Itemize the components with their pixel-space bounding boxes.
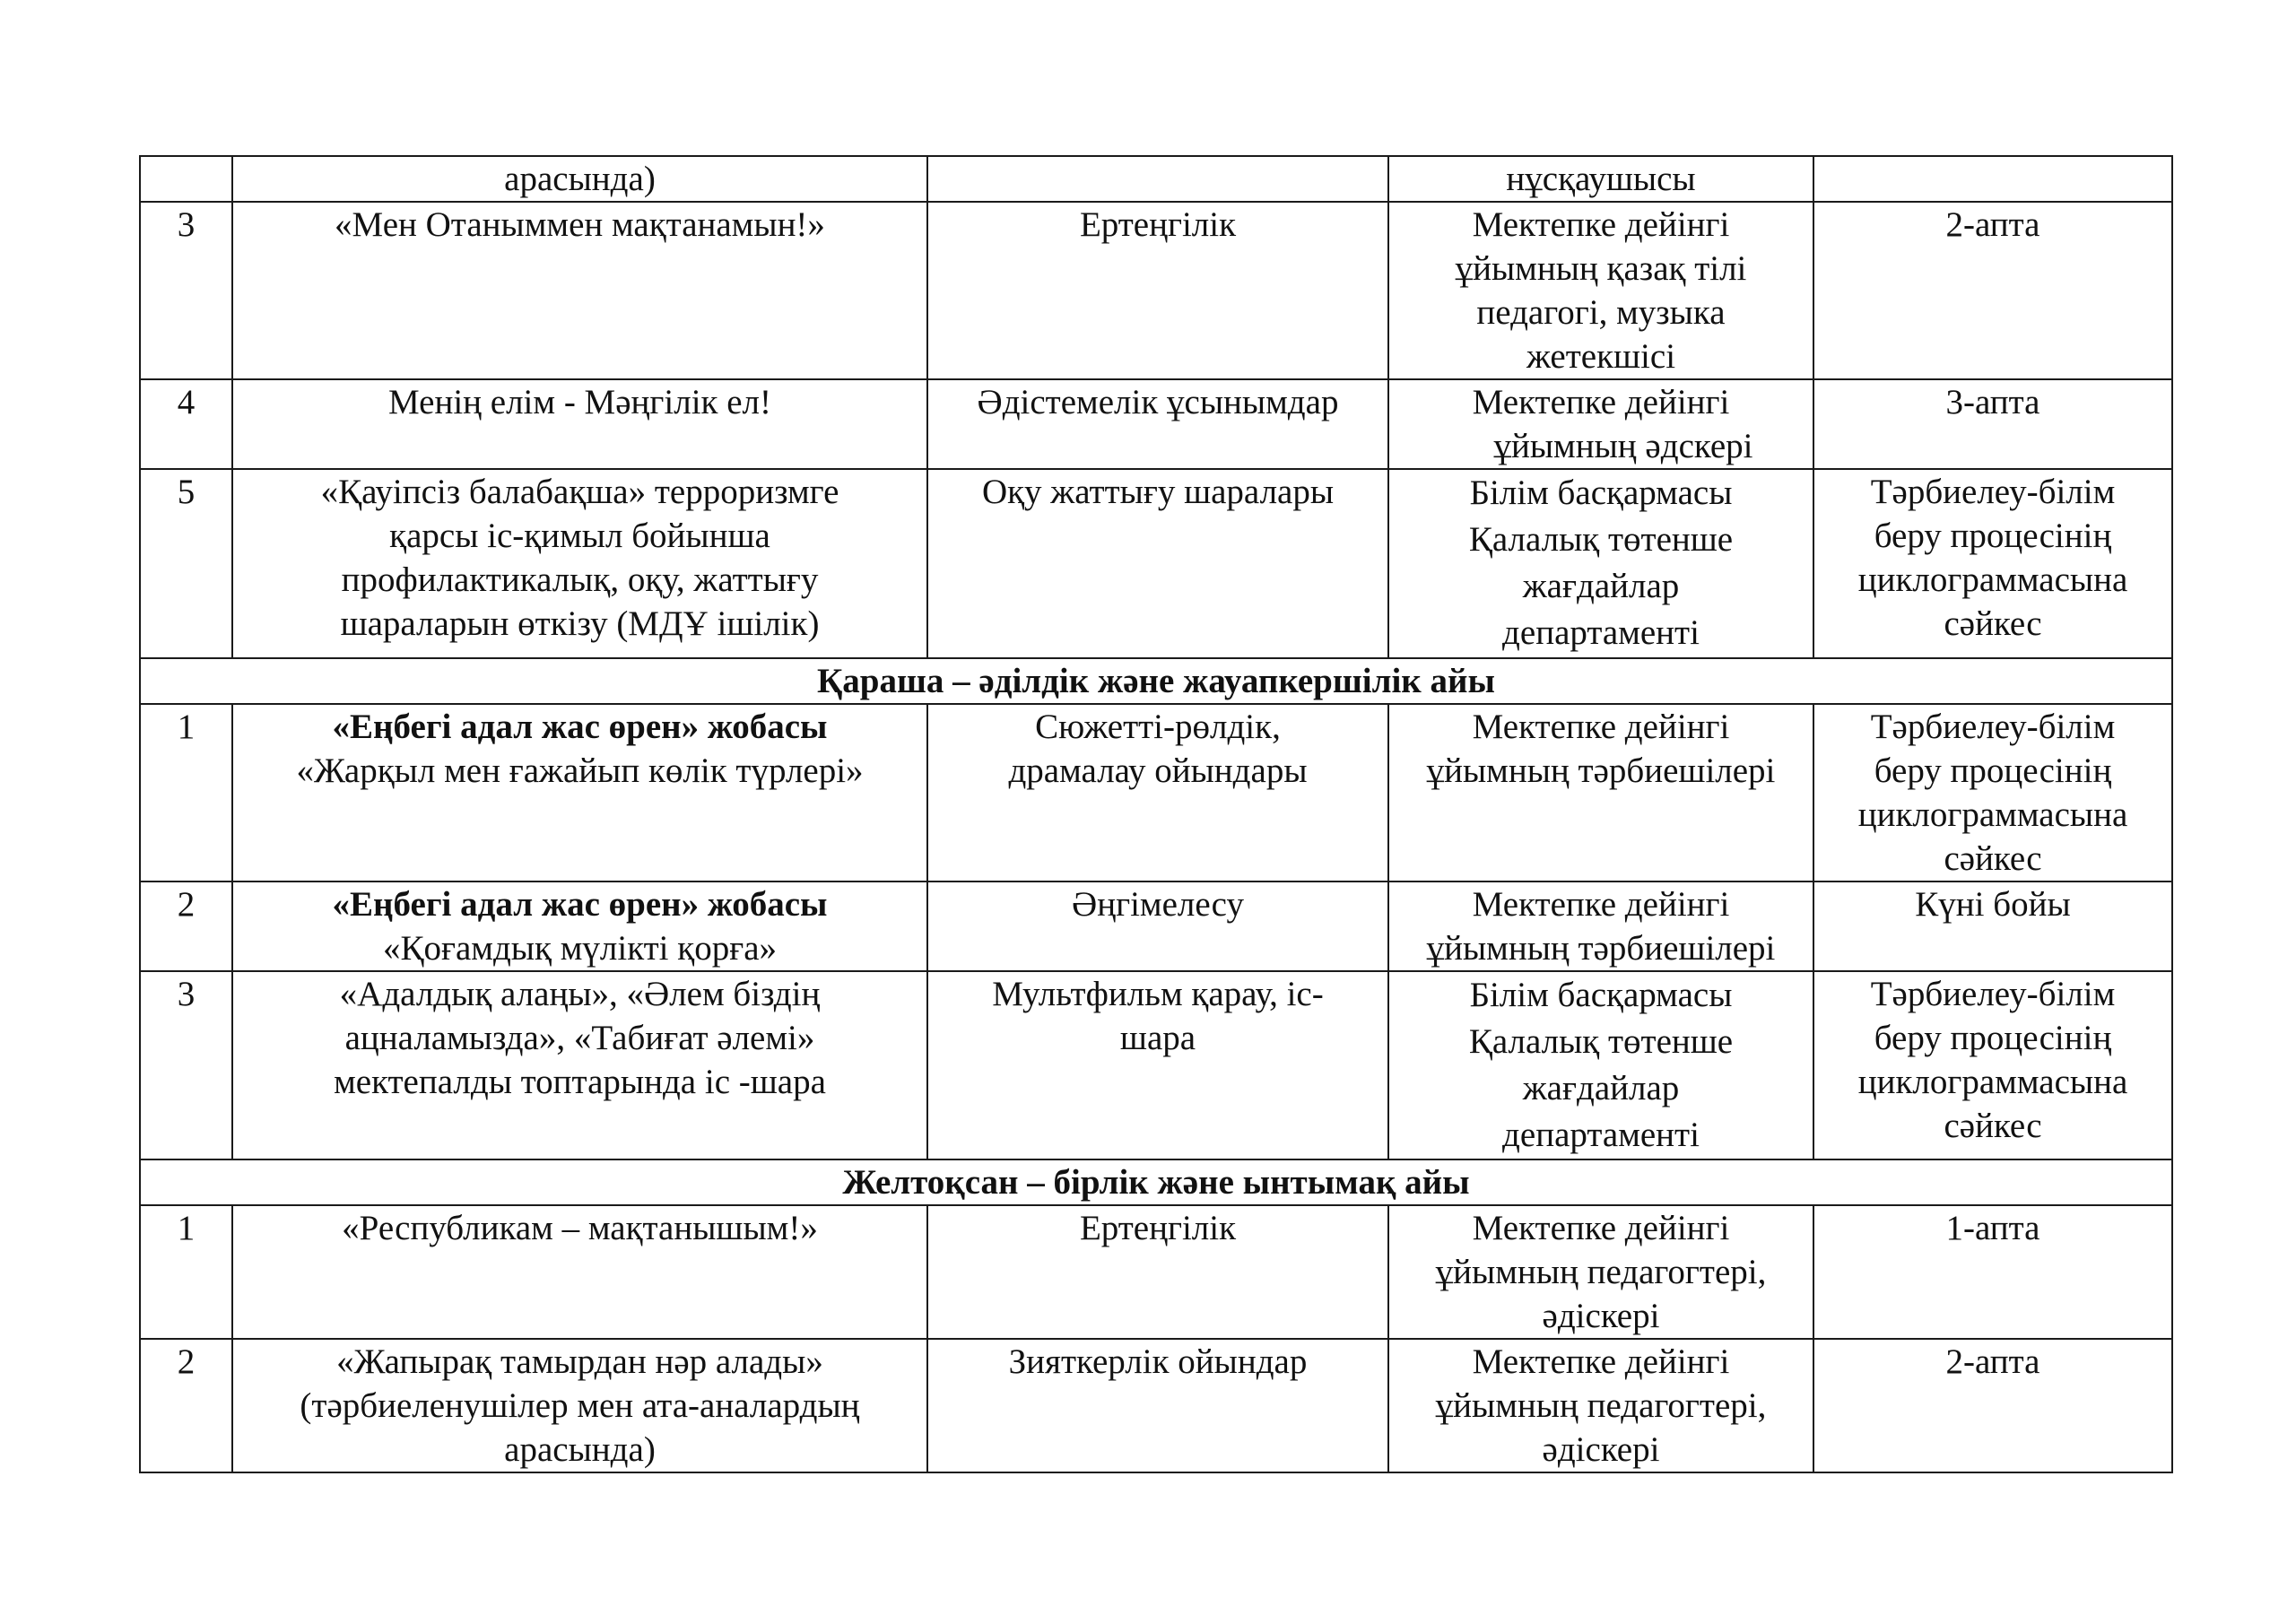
cell-deadline [1813, 1339, 2172, 1472]
table-row [140, 881, 2172, 971]
cell-form [927, 202, 1388, 379]
cell-text: сәйкес [1944, 604, 2042, 643]
cell-responsible [1388, 379, 1813, 469]
cell-event [232, 971, 927, 1159]
cell-responsible [1388, 469, 1813, 658]
cell-event [232, 156, 927, 202]
cell-text: шараларын өткізу (МДҰ ішілік) [340, 604, 820, 643]
cell-text: сәйкес [1944, 1107, 2042, 1145]
cell-text: Оқу жаттығу шаралары [981, 473, 1335, 511]
cell-text: 2-апта [1945, 205, 2040, 244]
cell-text: Қалалық төтенше [1468, 520, 1734, 559]
cell-text: сәйкес [1944, 839, 2042, 878]
cell-form [927, 379, 1388, 469]
cell-text: Қалалық төтенше [1468, 1022, 1734, 1061]
cell-text: ацналамызда», «Табиғат әлемі» [344, 1019, 815, 1057]
cell-responsible [1388, 202, 1813, 379]
cell-text: Менің елім - Мәңгілік ел! [387, 383, 772, 421]
cell-text: ұйымның педагогтері, [1435, 1386, 1767, 1425]
table-row [140, 1339, 2172, 1472]
cell-text: Мектепке дейінгі [1472, 708, 1730, 746]
cell-text: Мектепке дейінгі [1472, 885, 1730, 924]
cell-num: 1 [140, 1205, 232, 1339]
cell-event [232, 469, 927, 658]
cell-text: беру процесінің [1874, 1019, 2112, 1057]
cell-event [232, 202, 927, 379]
cell-text: Тәрбиелеу-білім [1870, 473, 2116, 511]
cell-form [927, 1339, 1388, 1472]
table-row [140, 379, 2172, 469]
cell-deadline [1813, 881, 2172, 971]
section-header-row [140, 1159, 2172, 1205]
cell-text: Сюжетті-рөлдік, [1035, 708, 1281, 746]
cell-num [140, 156, 232, 202]
cell-deadline [1813, 156, 2172, 202]
cell-text: ұйымның тәрбиешілері [1426, 929, 1776, 968]
cell-text: профилактикалық, оқу, жаттығу [341, 560, 819, 599]
events-plan-table [139, 155, 2173, 1473]
cell-text: Әңгімелесу [1072, 885, 1244, 924]
cell-text: беру процесінің [1874, 517, 2112, 555]
cell-event [232, 1339, 927, 1472]
cell-text: Ертеңгілік [1079, 1209, 1237, 1247]
cell-text: Мультфильм қарау, іс- [992, 975, 1324, 1013]
cell-text: Мектепке дейінгі [1472, 205, 1730, 244]
cell-text: ұйымның әдскері [1493, 427, 1753, 465]
cell-text: циклограммасына [1857, 795, 2128, 834]
cell-text: Ертеңгілік [1079, 205, 1237, 244]
cell-text: циклограммасына [1857, 1063, 2128, 1101]
cell-text: Мектепке дейінгі [1472, 383, 1730, 421]
cell-text: 1-апта [1945, 1209, 2040, 1247]
project-title: «Еңбегі адал жас өрен» жобасы [332, 885, 828, 924]
cell-text: арасында) [504, 1430, 656, 1469]
cell-text: шара [1119, 1019, 1196, 1057]
cell-text: Білім басқармасы [1469, 976, 1733, 1014]
cell-text: әдіскері [1542, 1430, 1660, 1469]
cell-deadline [1813, 704, 2172, 881]
cell-deadline [1813, 1205, 2172, 1339]
cell-num: 1 [140, 704, 232, 881]
cell-responsible [1388, 1205, 1813, 1339]
cell-text: педагогі, музыка [1476, 293, 1726, 332]
cell-text: «Адалдық алаңы», «Әлем біздің [339, 975, 821, 1013]
section-header-row [140, 658, 2172, 704]
cell-text: арасында) [504, 160, 656, 198]
cell-deadline [1813, 379, 2172, 469]
cell-num: 3 [140, 971, 232, 1159]
table-row [140, 971, 2172, 1159]
table-row [140, 1205, 2172, 1339]
table-row [140, 704, 2172, 881]
section-title-december: Желтоқсан – бірлік және ынтымақ айы [140, 1159, 2172, 1205]
cell-deadline [1813, 202, 2172, 379]
cell-form [927, 881, 1388, 971]
cell-text: Тәрбиелеу-білім [1870, 975, 2116, 1013]
cell-form [927, 469, 1388, 658]
cell-text: 2-апта [1945, 1342, 2040, 1381]
cell-text: «Қауіпсіз балабақша» терроризмге [320, 473, 839, 511]
cell-responsible [1388, 881, 1813, 971]
cell-text: «Жапырақ тамырдан нәр алады» [336, 1342, 823, 1381]
cell-text: Зияткерлік ойындар [1008, 1342, 1308, 1381]
cell-num: 5 [140, 469, 232, 658]
cell-num: 2 [140, 881, 232, 971]
cell-text: Мектепке дейінгі [1472, 1209, 1730, 1247]
cell-text: мектепалды топтарында іс -шара [334, 1063, 826, 1101]
cell-text: Тәрбиелеу-білім [1870, 708, 2116, 746]
cell-text: 3-апта [1945, 383, 2040, 421]
cell-form [927, 704, 1388, 881]
cell-num: 2 [140, 1339, 232, 1472]
cell-text: Білім басқармасы [1469, 473, 1733, 512]
table-row [140, 469, 2172, 658]
cell-text: «Жарқыл мен ғажайып көлік түрлері» [296, 751, 864, 790]
cell-text: циклограммасына [1857, 560, 2128, 599]
cell-text: «Қоғамдық мүлікті қорға» [382, 929, 778, 968]
cell-text: ұйымның педагогтері, [1435, 1253, 1767, 1291]
cell-text: нұсқаушысы [1506, 160, 1696, 198]
cell-form [927, 1205, 1388, 1339]
cell-text: департаменті [1502, 613, 1700, 652]
cell-text: (тәрбиеленушілер мен ата-аналардың [300, 1386, 860, 1425]
cell-event [232, 1205, 927, 1339]
cell-text: ұйымның қазақ тілі [1455, 249, 1747, 288]
cell-deadline [1813, 971, 2172, 1159]
cell-num: 4 [140, 379, 232, 469]
cell-event [232, 881, 927, 971]
cell-responsible [1388, 156, 1813, 202]
table-row [140, 202, 2172, 379]
cell-deadline [1813, 469, 2172, 658]
table-row-continued [140, 156, 2172, 202]
cell-responsible [1388, 1339, 1813, 1472]
cell-responsible [1388, 971, 1813, 1159]
section-title-november: Қараша – әділдік және жауапкершілік айы [140, 658, 2172, 704]
cell-event [232, 704, 927, 881]
cell-text: жетекшісі [1526, 337, 1676, 376]
cell-num: 3 [140, 202, 232, 379]
cell-text: драмалау ойындары [1008, 751, 1308, 790]
cell-form [927, 156, 1388, 202]
cell-text: Күні бойы [1915, 885, 2071, 924]
project-title: «Еңбегі адал жас өрен» жобасы [332, 708, 828, 746]
cell-text: жағдайлар [1522, 567, 1680, 605]
cell-text: Әдістемелік ұсынымдар [977, 383, 1339, 421]
cell-text: беру процесінің [1874, 751, 2112, 790]
cell-text: Мектепке дейінгі [1472, 1342, 1730, 1381]
cell-text: ұйымның тәрбиешілері [1426, 751, 1776, 790]
cell-form [927, 971, 1388, 1159]
cell-text: департаменті [1502, 1116, 1700, 1154]
cell-text: «Мен Отаныммен мақтанамын!» [335, 205, 825, 244]
cell-event [232, 379, 927, 469]
cell-text: жағдайлар [1522, 1069, 1680, 1107]
cell-text: «Республикам – мақтанышым!» [342, 1209, 818, 1247]
cell-text: қарсы іс-қимыл бойынша [389, 517, 770, 555]
cell-responsible [1388, 704, 1813, 881]
cell-text: әдіскері [1542, 1297, 1660, 1335]
